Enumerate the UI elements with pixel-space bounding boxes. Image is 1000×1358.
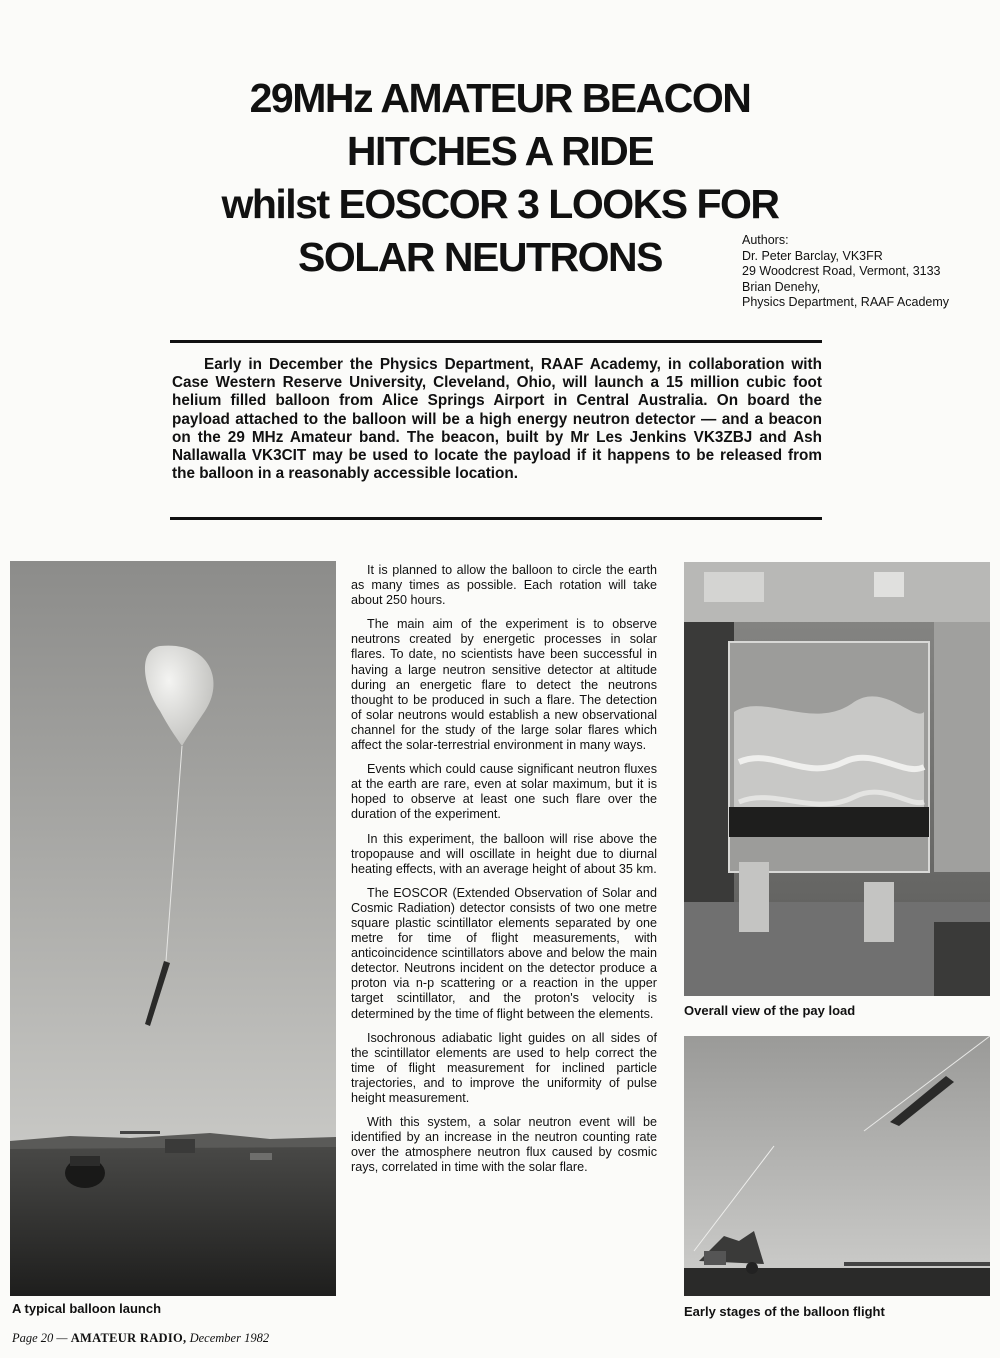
intro-bottom-rule	[170, 517, 822, 520]
author-address: 29 Woodcrest Road, Vermont, 3133	[742, 264, 941, 278]
title-line: 29MHz AMATEUR BEACON	[249, 75, 751, 121]
body-paragraph: Isochronous adiabatic light guides on all sides of the scintillator elements are used to help correct the time of flight measurement for inclined particle trajectories, and to improve the uniformity of pulse height measurement.	[351, 1030, 657, 1105]
author-name: Dr. Peter Barclay, VK3FR	[742, 248, 883, 263]
page-number: Page 20 —	[12, 1331, 68, 1345]
balloon-launch-caption: A typical balloon launch	[12, 1301, 162, 1316]
payload-photo	[684, 562, 990, 996]
author-affiliation: Physics Department, RAAF Academy	[742, 295, 950, 309]
title-line: whilst EOSCOR 3 LOOKS FOR	[221, 181, 779, 227]
title-line: HITCHES A RIDE	[346, 128, 654, 174]
early-flight-photo	[684, 1036, 990, 1296]
body-paragraph: The EOSCOR (Extended Observation of Solar and Cosmic Radiation) detector consists of two one metre square plastic scintillator elements separated by one metre for time of flight measurements, with anticoincidence scintillators above and below the main detector. Neutrons incident on the detector produce a proton via n-p scattering or a reaction in the upper target scintillator, and the proton's velocity is determined by the time of flight between the elements.	[351, 885, 657, 1021]
issue-date: December 1982	[189, 1331, 270, 1345]
balloon-launch-photo	[10, 561, 336, 1296]
authors-block	[742, 233, 949, 311]
intro-top-rule	[170, 340, 822, 343]
body-paragraph: It is planned to allow the balloon to circle the earth as many times as possible. Each rotation will take about 250 hours.	[351, 563, 657, 608]
payload-caption: Overall view of the pay load	[684, 1003, 856, 1018]
body-paragraph: In this experiment, the balloon will rise above the tropopause and will oscillate in height due to diurnal heating effects, with an average height of about 35 km.	[351, 831, 657, 876]
intro-paragraph: Early in December the Physics Department, RAAF Academy, in collaboration with Case Western Reserve University, Cleveland, Ohio, will launch a 15 million cubic foot helium filled balloon from Alice Springs Airport in Central Australia. On board the payload attached to the balloon will be a high energy neutron detector — and a beacon on the 29 MHz Amateur band. The beacon, built by Mr Les Jenkins VK3ZBJ and Ash Nallawalla VK3CIT may be used to locate the payload if it happens to be released from the balloon in a reasonably accessible location.	[172, 356, 822, 483]
magazine-name: AMATEUR RADIO,	[70, 1331, 187, 1345]
page-footer	[12, 1331, 269, 1346]
title-line: SOLAR NEUTRONS	[298, 234, 662, 280]
body-paragraph: Events which could cause significant neutron fluxes at the earth are rare, even at solar maximum, but it is hoped to observe at least one such flare over the duration of the experiment.	[351, 762, 657, 822]
body-text-column	[351, 563, 657, 1184]
early-flight-caption: Early stages of the balloon flight	[684, 1304, 885, 1319]
body-paragraph: The main aim of the experiment is to observe neutrons created by energetic processes in solar flares. To date, no scientists have been successful in having a large neutron sensitive detector at altitude during an energetic flare to detect the neutrons thought to be produced in such a flare. The detection of solar neutrons would establish a new observational channel for the study of the large solar flares which affect the solar-terrestrial environment in many ways.	[351, 617, 657, 753]
authors-heading: Authors:	[742, 233, 789, 247]
article-title	[180, 72, 820, 284]
body-paragraph: With this system, a solar neutron event will be identified by an increase in the neutron counting rate over the atmosphere neutron flux caused by cosmic rays, correlated in time with the solar flare.	[351, 1115, 657, 1175]
author-name: Brian Denehy,	[742, 279, 821, 294]
